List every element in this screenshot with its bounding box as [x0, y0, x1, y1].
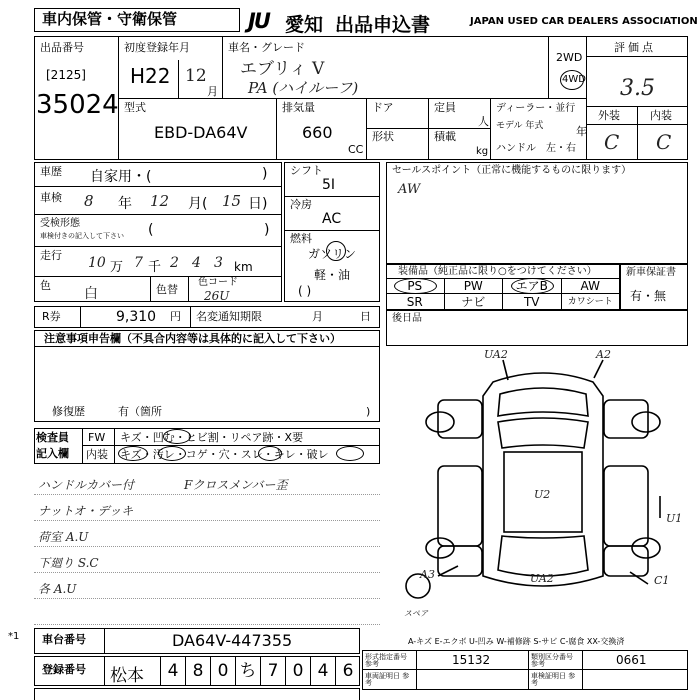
equipment-selected-circle: [394, 278, 437, 294]
plate-char: 6: [335, 656, 360, 686]
lot-label: 出品番号: [40, 41, 84, 54]
car-label: 車名・グレード: [228, 41, 305, 54]
category-number-value: 0661: [616, 653, 647, 667]
fuel-other: ( ): [298, 284, 312, 298]
damage-mark: UA2: [530, 572, 554, 585]
history-value: 自家用・(: [90, 169, 152, 185]
handwritten-note: ハンドルカバー付: [38, 478, 135, 492]
person-unit: 人: [478, 115, 489, 128]
form-number-value: 15132: [452, 653, 491, 667]
equipment-grid: [386, 278, 620, 310]
history-close: ): [262, 166, 268, 182]
mileage-10k: 10: [88, 255, 106, 271]
fuel-gasoline: ガソリン: [308, 247, 357, 261]
acceptance-label: 受検形態: [40, 218, 80, 229]
exterior-grade: C: [604, 130, 620, 154]
handwritten-note: 下廻り S.C: [38, 556, 99, 570]
registration-label: 初度登録年月: [124, 41, 190, 54]
deadline-month-unit: 月: [312, 310, 323, 323]
cc-unit: CC: [348, 143, 364, 156]
interior-grade: C: [656, 130, 672, 154]
shift-value: 5I: [322, 177, 336, 193]
brand-name: 愛知: [285, 14, 324, 36]
note-rule: [34, 520, 380, 521]
handwritten-note: Fクロスメンバー歪: [184, 478, 288, 492]
color-label: 色: [40, 279, 51, 292]
lot-number: 35024: [36, 90, 119, 120]
shift-label: シフト: [290, 164, 323, 177]
registration-month-unit: 月: [207, 85, 218, 98]
retrofit-box: [386, 310, 688, 346]
warranty-value: 有・無: [630, 289, 667, 303]
dealer-label: ディーラー・並行: [496, 103, 576, 114]
damage-legend: A-キズ E-エクボ U-凹み W-補修跡 S-サビ C-腐食 XX-交換済: [408, 637, 625, 646]
registration-month: 12: [185, 66, 207, 86]
plate-char: ち: [235, 656, 260, 686]
sales-point-box: [386, 162, 688, 264]
inspection-day-unit: 日): [248, 196, 268, 212]
model-code: EBD-DA64V: [154, 123, 248, 142]
year-unit: 年: [576, 125, 587, 138]
form-title: 出品申込書: [335, 14, 431, 36]
equipment-item: AW: [562, 278, 621, 294]
equipment-item: PW: [445, 278, 504, 294]
color-change-label: 色替: [156, 283, 178, 296]
ac-label: 冷房: [290, 198, 312, 211]
displacement-label: 排気量: [282, 101, 315, 114]
plate-char: 4: [310, 656, 335, 686]
repair-label: 修復歴: [52, 405, 85, 418]
storage-type: 車内保管・守衛保管: [42, 10, 178, 28]
bottom-stub-row: [34, 688, 360, 700]
warranty-label: 新車保証書: [626, 267, 676, 278]
plate-label: 登録番号: [42, 663, 86, 676]
association-name: JAPAN USED CAR DEALERS ASSOCIATION: [470, 16, 698, 27]
handwritten-note: 各 A.U: [38, 582, 77, 596]
door-label: ドア: [372, 101, 394, 114]
damage-mark: A2: [596, 348, 611, 361]
mileage-10: 4: [192, 255, 201, 271]
damage-mark: A3: [420, 568, 435, 581]
note-rule: [34, 572, 380, 573]
handwritten-notes: [34, 470, 380, 620]
mileage-label: 走行: [40, 249, 62, 262]
mark-circle-tear: [336, 446, 364, 461]
rating-score: 3.5: [620, 76, 655, 101]
equipment-item: PS: [386, 278, 445, 294]
equipment-item: カワシート: [562, 294, 621, 310]
damage-mark: U1: [666, 512, 683, 525]
diagram-marks: [398, 346, 688, 616]
chassis-label: 車台番号: [42, 633, 86, 646]
inspection-day: 15: [222, 192, 242, 210]
fw-items: キズ・凹む・ヒビ割・リペア跡・X要: [120, 431, 304, 444]
interior-items: キズ・汚レ・コゲ・穴・スレ・キレ・破レ: [120, 448, 329, 461]
retrofit-label: 後日品: [392, 313, 422, 324]
fuel-light-oil: 軽・油: [314, 268, 351, 282]
note-rule: [34, 494, 380, 495]
handle-value: 左・右: [546, 143, 576, 154]
deadline-day-unit: 日: [360, 310, 371, 323]
name-change-deadline-label: 名変通知期限: [196, 310, 262, 323]
drive-4wd: 4WD: [562, 74, 586, 85]
capacity-label: 定員: [434, 101, 456, 114]
damage-mark: C1: [654, 574, 670, 587]
repair-value: 有（箇所: [118, 405, 162, 418]
mileage-100: 2: [170, 255, 179, 271]
fw-label: FW: [88, 431, 106, 444]
repair-close: ): [366, 405, 371, 418]
inspection-cert-label: 車検証明日 参考: [531, 672, 576, 687]
lot-sub-number: [2125]: [46, 68, 86, 82]
plate-char: 7: [260, 656, 285, 686]
category-number-label: 類別区分番号 参考: [531, 653, 573, 668]
mileage-sen: 千: [148, 260, 162, 275]
color-code: 26U: [204, 289, 230, 303]
mark-circle-rub: [258, 446, 282, 461]
plate-char: 0: [285, 656, 310, 686]
displacement-value: 660: [302, 123, 333, 142]
equipment-item: エアB: [503, 278, 562, 294]
car-grade: PA (ハイルーフ): [248, 79, 359, 97]
acceptance-note: 車検付きの記入して下さい: [40, 232, 124, 240]
vehicle-cert-label: 車両証明日 参考: [365, 672, 410, 687]
mileage-unit: km: [234, 260, 253, 274]
recycle-yen: 円: [170, 310, 181, 323]
mileage-1: 3: [214, 255, 223, 271]
equipment-item: TV: [503, 294, 562, 310]
sales-point-label: セールスポイント（正常に機能するものに限ります）: [392, 165, 632, 176]
registration-era-year: H22: [130, 64, 171, 88]
exterior-label: 外装: [598, 109, 620, 122]
color-value: 白: [84, 286, 98, 302]
sales-point-value: AW: [398, 182, 421, 197]
recycle-label: R券: [42, 310, 61, 323]
plate-char: 8: [185, 656, 210, 686]
mark-circle-scratch: [118, 446, 148, 461]
interior-label: 内装: [650, 109, 672, 122]
mileage-1k: 7: [134, 255, 143, 271]
handwritten-note: ナットオ・デッキ: [38, 504, 134, 518]
note-rule: [34, 546, 380, 547]
inspection-year: 8: [84, 192, 94, 210]
notes-label: 注意事項申告欄（不具合内容等は具体的に記入して下さい）: [44, 332, 341, 345]
mark-circle-dent: [163, 429, 191, 444]
handle-label: ハンドル: [496, 143, 536, 154]
equipment-label: 装備品（純正品に限り○をつけてください）: [398, 266, 597, 277]
ju-logo: JU: [248, 9, 269, 33]
form-number-label: 形式指定番号 参考: [365, 653, 407, 668]
interior-items-label: 内装: [86, 448, 108, 461]
mark-circle-dirt: [158, 446, 186, 461]
plate-cells: [160, 656, 360, 686]
history-label: 車歴: [40, 165, 62, 178]
model-label: 型式: [124, 101, 146, 114]
shape-label: 形状: [372, 130, 394, 143]
acceptance-open: (: [148, 222, 154, 238]
inspection-year-unit: 年: [118, 196, 132, 212]
note-rule: [34, 598, 380, 599]
mileage-man: 万: [110, 260, 124, 275]
damage-mark: スペア: [404, 609, 428, 618]
plate-area: 松本: [110, 666, 144, 686]
load-label: 積載: [434, 130, 456, 143]
inspector-label-2: 記入欄: [36, 447, 69, 460]
handwritten-note: 荷室 A.U: [38, 530, 89, 544]
recycle-amount: 9,310: [116, 309, 157, 325]
plate-char: 0: [210, 656, 235, 686]
inspector-label-1: 検査員: [36, 431, 69, 444]
chassis-number: DA64V-447355: [172, 631, 293, 650]
ac-value: AC: [322, 211, 342, 227]
rating-label: 評価点: [614, 41, 656, 54]
margin-mark: *1: [8, 631, 20, 642]
inspection-label: 車検: [40, 191, 62, 204]
equipment-selected-circle: [511, 278, 554, 294]
car-name: エブリィ V: [240, 59, 325, 79]
acceptance-close: ): [264, 222, 270, 238]
plate-char: 4: [160, 656, 185, 686]
damage-mark: UA2: [484, 348, 508, 361]
color-code-label: 色コード: [198, 277, 238, 288]
damage-mark: U2: [534, 488, 551, 501]
equipment-item: SR: [386, 294, 445, 310]
note-rule: [34, 624, 380, 625]
fuel-label: 燃料: [290, 232, 312, 245]
kg-unit: kg: [476, 146, 489, 157]
equipment-item: ナビ: [445, 294, 504, 310]
model-year-label: モデル 年式: [496, 121, 544, 131]
inspection-month: 12: [150, 192, 170, 210]
inspection-month-unit: 月(: [188, 196, 208, 212]
drive-2wd: 2WD: [556, 51, 583, 64]
